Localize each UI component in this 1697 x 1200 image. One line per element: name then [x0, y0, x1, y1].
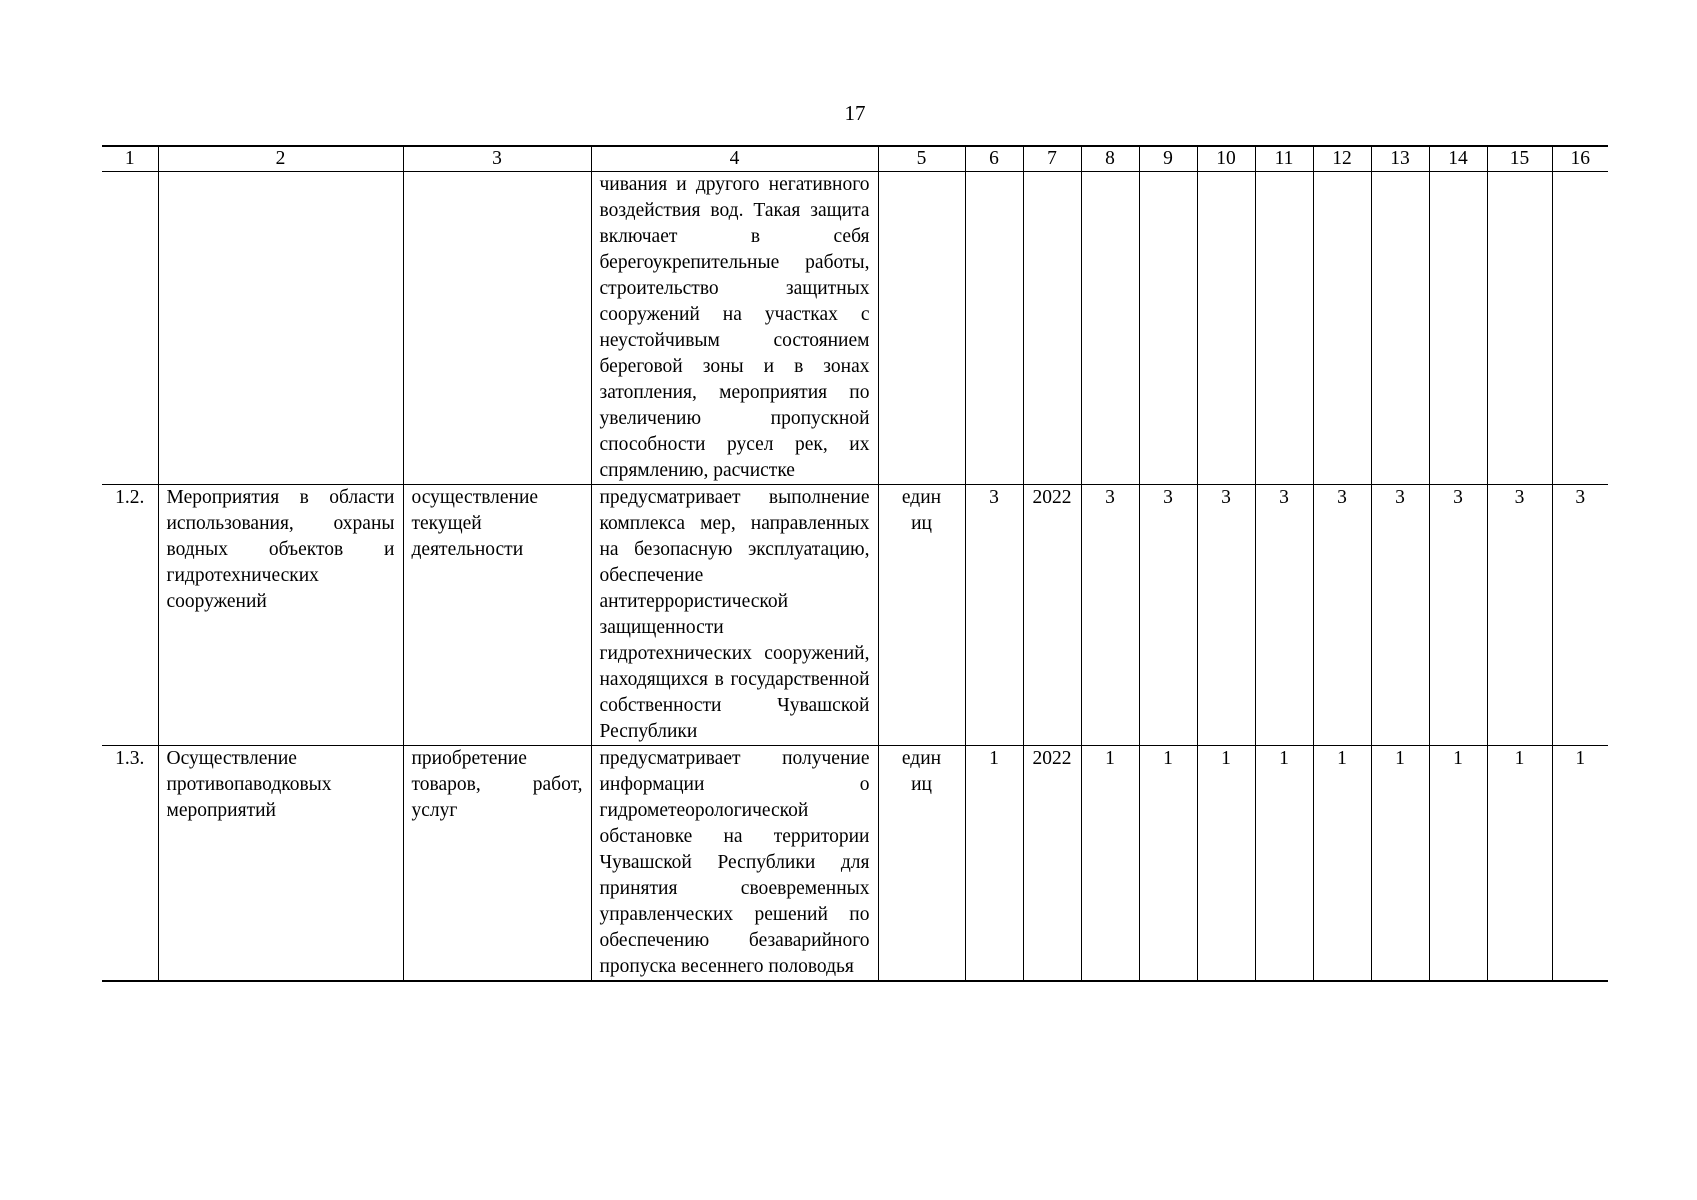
- measures-table: [102, 145, 1608, 982]
- empty-cell: [878, 172, 965, 485]
- unit-text: единиц: [901, 748, 942, 795]
- column-number: 7: [1023, 146, 1081, 172]
- column-number: 15: [1487, 146, 1552, 172]
- empty-cell: [1371, 172, 1429, 485]
- measure-type: осуществление текущей деятельности: [403, 485, 591, 746]
- value-cell: 3: [1081, 485, 1139, 746]
- empty-cell: [1552, 172, 1608, 485]
- value-cell: 1: [1197, 746, 1255, 982]
- value-cell: 3: [1371, 485, 1429, 746]
- empty-cell: [102, 172, 158, 485]
- value-cell: 3: [1139, 485, 1197, 746]
- empty-cell: [1255, 172, 1313, 485]
- column-number: 6: [965, 146, 1023, 172]
- value-cell: 1: [1255, 746, 1313, 982]
- year-cell: 2022: [1023, 746, 1081, 982]
- value-cell: 3: [1429, 485, 1487, 746]
- column-number: 8: [1081, 146, 1139, 172]
- empty-cell: [1487, 172, 1552, 485]
- column-number: 10: [1197, 146, 1255, 172]
- column-number: 2: [158, 146, 403, 172]
- value-cell: 1: [1487, 746, 1552, 982]
- value-cell: 1: [1552, 746, 1608, 982]
- empty-cell: [965, 172, 1023, 485]
- measure-type: приобретение товаров, работ, услуг: [403, 746, 591, 982]
- column-number: 16: [1552, 146, 1608, 172]
- value-cell: 3: [965, 485, 1023, 746]
- value-cell: 1: [1429, 746, 1487, 982]
- column-number: 1: [102, 146, 158, 172]
- column-number: 9: [1139, 146, 1197, 172]
- column-number: 12: [1313, 146, 1371, 172]
- empty-cell: [1081, 172, 1139, 485]
- measure-description: предусматривает выполнение комплекса мер, направленных на безопасную эксплуатацию, обеспечение антитеррористической защищенности гидротехнических сооружений, находящихся в государственной собственности Чувашской Республики: [591, 485, 878, 746]
- value-cell: 3: [1552, 485, 1608, 746]
- value-cell: 1: [1081, 746, 1139, 982]
- column-number: 3: [403, 146, 591, 172]
- empty-cell: [1197, 172, 1255, 485]
- value-cell: 1: [965, 746, 1023, 982]
- unit-text: единиц: [901, 487, 942, 534]
- column-number: 14: [1429, 146, 1487, 172]
- value-cell: 1: [1139, 746, 1197, 982]
- column-number: 4: [591, 146, 878, 172]
- empty-cell: [1023, 172, 1081, 485]
- value-cell: 3: [1255, 485, 1313, 746]
- value-cell: 1: [1371, 746, 1429, 982]
- measure-description: предусматривает получение информации о гидрометеорологической обстановке на территории Чувашской Республики для принятия своевременных управленческих решений по обеспечению безаварийного пропуска весеннего половодья: [591, 746, 878, 982]
- empty-cell: [403, 172, 591, 485]
- measure-description: чивания и другого негативного воздействия вод. Такая защита включает в себя берегоукрепительные работы, строительство защитных сооружений на участках с неустойчивым состоянием береговой зоны и в зонах затопления, мероприятия по увеличению пропускной способности русел рек, их спрямлению, расчистке: [591, 172, 878, 485]
- unit-cell: [878, 746, 965, 982]
- table-row: [102, 746, 1608, 982]
- empty-cell: [1429, 172, 1487, 485]
- empty-cell: [1313, 172, 1371, 485]
- value-cell: 3: [1487, 485, 1552, 746]
- empty-cell: [1139, 172, 1197, 485]
- column-number: 13: [1371, 146, 1429, 172]
- measure-name: Осуществление противопаводковых мероприятий: [158, 746, 403, 982]
- table-row: [102, 485, 1608, 746]
- column-number-row: [102, 146, 1608, 172]
- empty-cell: [158, 172, 403, 485]
- value-cell: 3: [1197, 485, 1255, 746]
- row-number: 1.3.: [102, 746, 158, 982]
- unit-cell: [878, 485, 965, 746]
- continuation-row: [102, 172, 1608, 485]
- column-number: 11: [1255, 146, 1313, 172]
- row-number: 1.2.: [102, 485, 158, 746]
- value-cell: 1: [1313, 746, 1371, 982]
- measure-name: Мероприятия в области использования, охраны водных объектов и гидротехнических сооружений: [158, 485, 403, 746]
- value-cell: 3: [1313, 485, 1371, 746]
- year-cell: 2022: [1023, 485, 1081, 746]
- column-number: 5: [878, 146, 965, 172]
- page-number: 17: [844, 101, 866, 125]
